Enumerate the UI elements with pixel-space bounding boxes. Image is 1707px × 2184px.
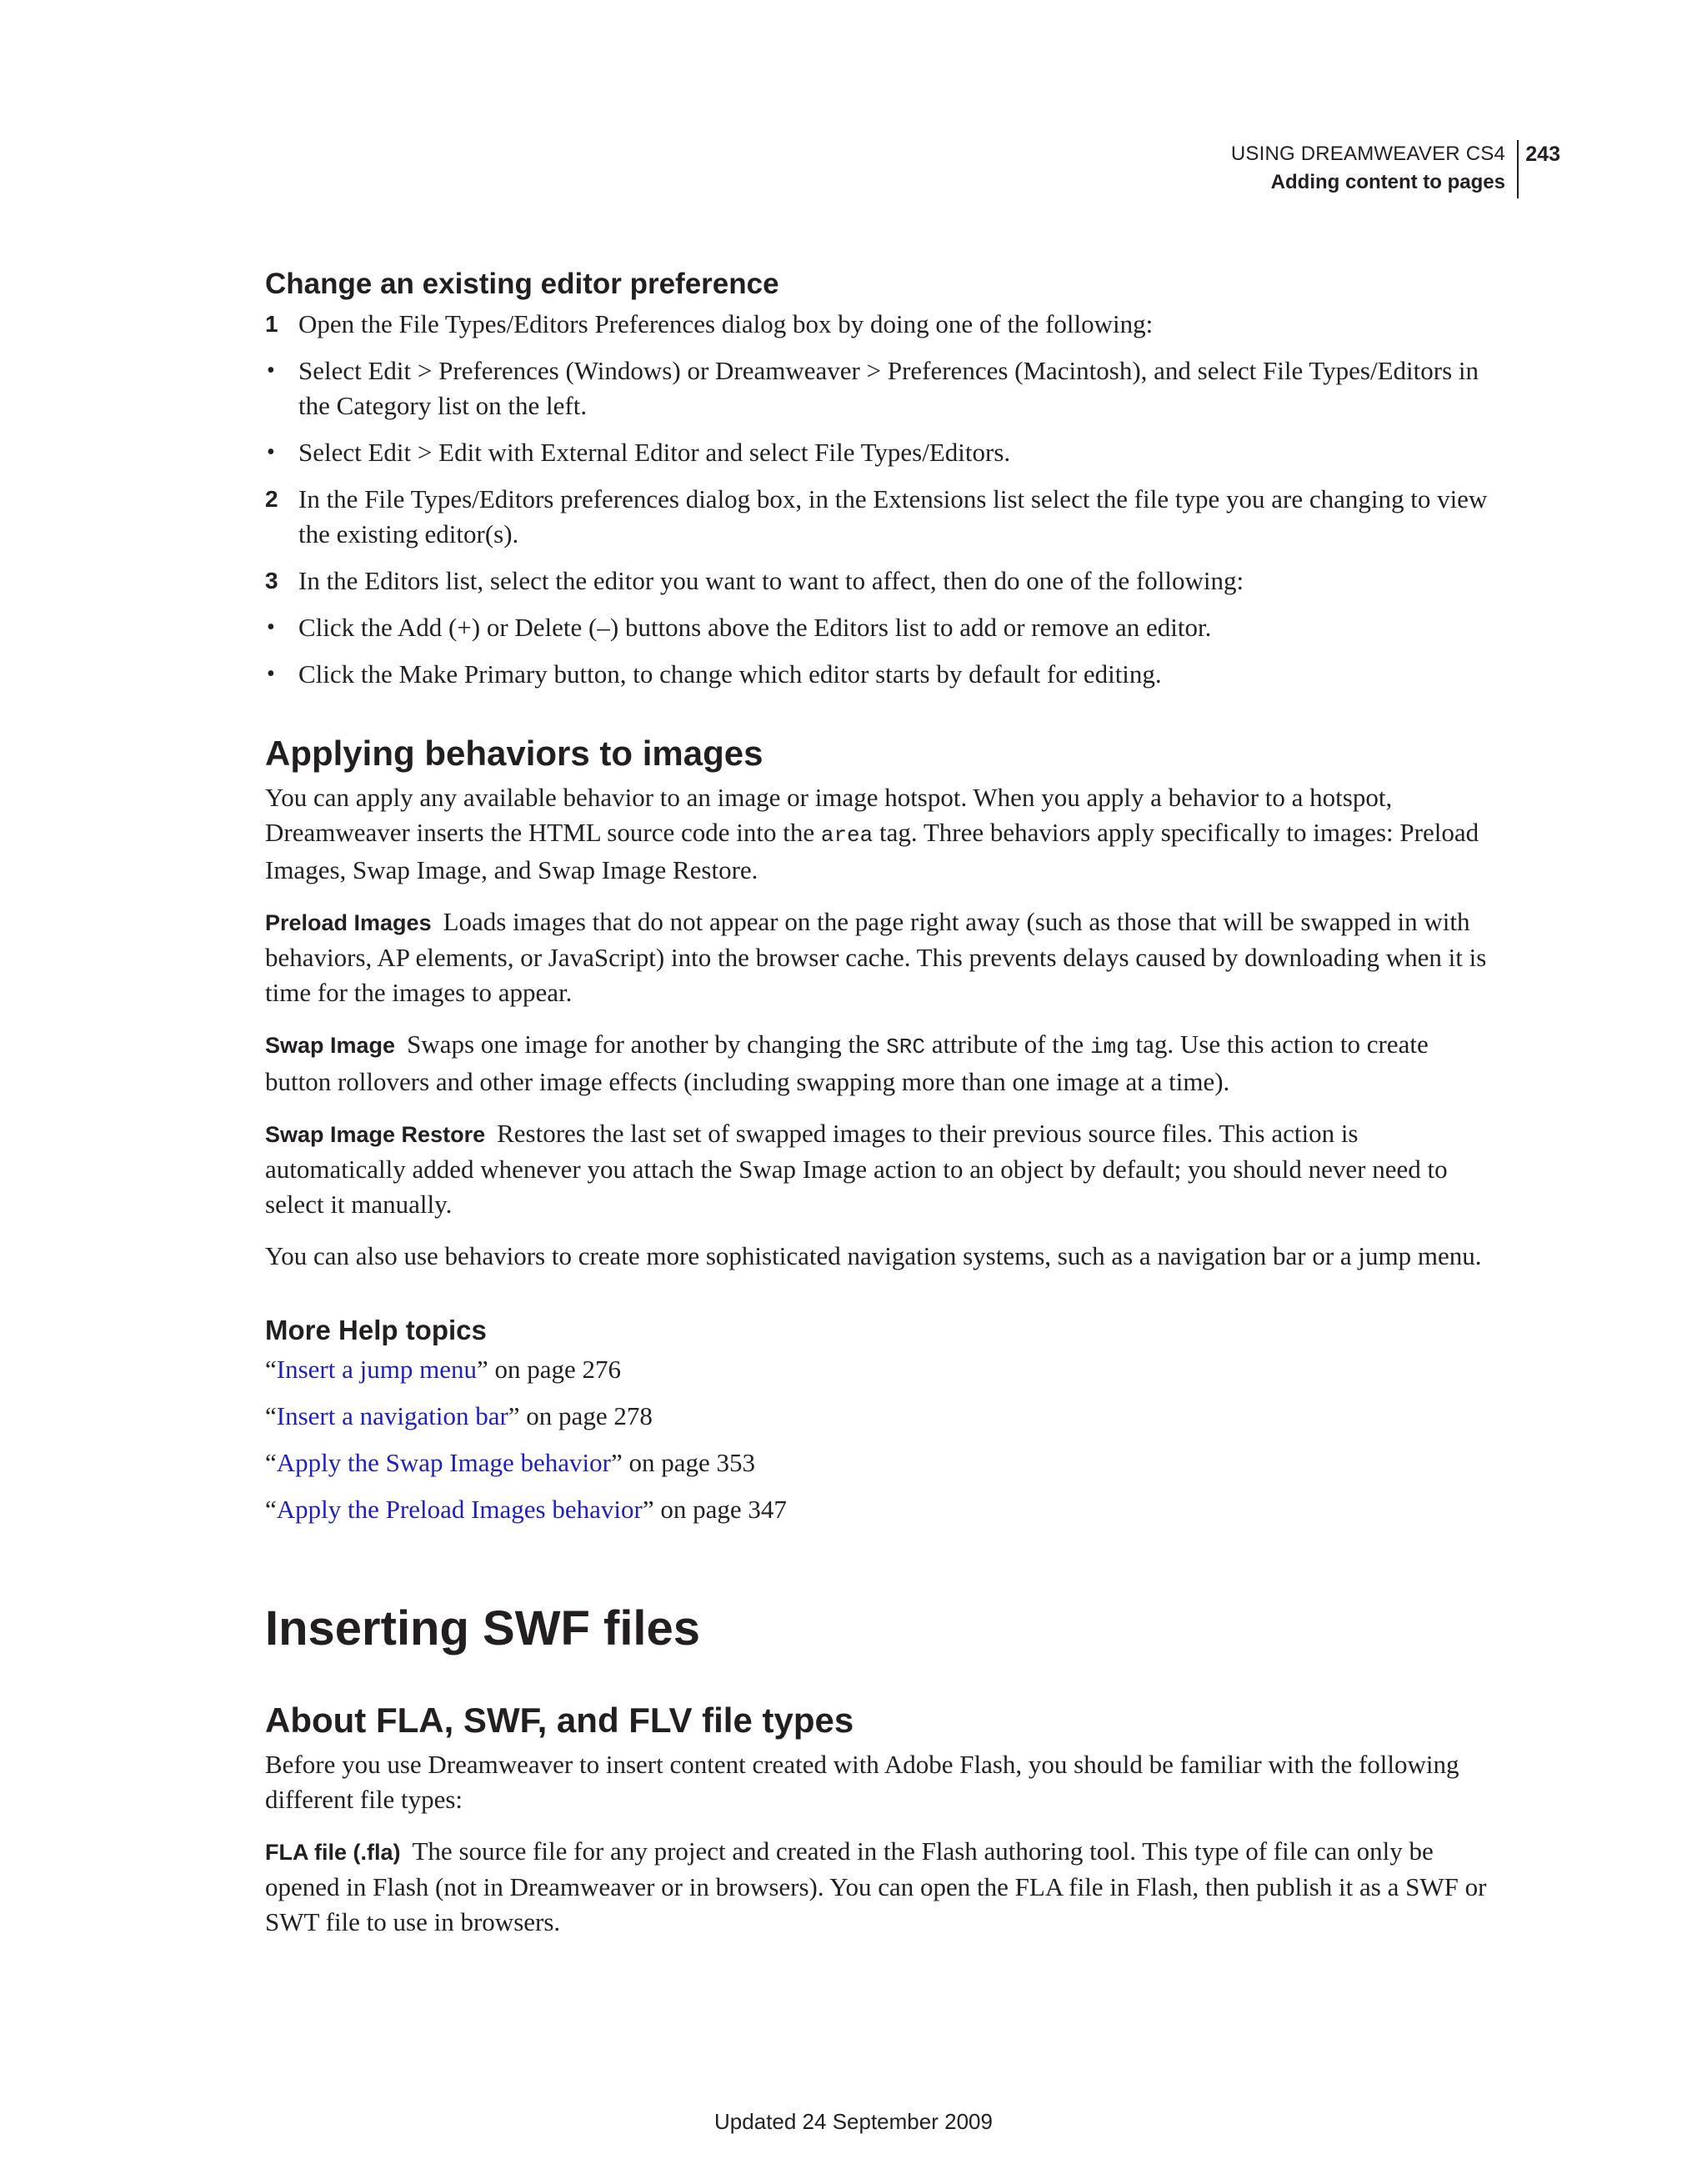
term-definition-b: attribute of the: [924, 1029, 1090, 1059]
page-reference: ” on page 278: [508, 1401, 653, 1430]
bullet-text: Select Edit > Preferences (Windows) or Dreamweaver > Preferences (Macintosh), and select File Types/Editors in the Category list on the left.: [298, 356, 1479, 420]
help-topic-item: [265, 1492, 1499, 1527]
link-apply-swap-image[interactable]: Apply the Swap Image behavior: [276, 1448, 611, 1477]
step-number: 3: [265, 568, 278, 594]
run-in-term: FLA file (.fla): [265, 1840, 401, 1865]
bullet-text: Click the Make Primary button, to change which editor starts by default for editing.: [298, 659, 1162, 689]
running-header-text: [1231, 140, 1519, 198]
step-number: 1: [265, 311, 278, 337]
page-reference: ” on page 353: [610, 1448, 755, 1477]
term-swap-image: [265, 1027, 1499, 1100]
step-text: Open the File Types/Editors Preferences dialog box by doing one of the following:: [298, 309, 1154, 338]
section-heading-file-types: About FLA, SWF, and FLV file types: [265, 1701, 854, 1740]
bullet-item: [265, 610, 1499, 645]
running-header: [935, 140, 1560, 203]
bullet-text: Select Edit > Edit with External Editor and select File Types/Editors.: [298, 438, 1011, 467]
help-topic-item: [265, 1352, 1499, 1387]
page-number: 243: [1525, 143, 1560, 166]
step-3: [265, 564, 1499, 599]
bullet-glyph: •: [267, 614, 275, 640]
page-reference: ” on page 347: [642, 1495, 787, 1524]
chapter-title: Adding content to pages: [1270, 171, 1505, 193]
term-definition-c: tag. Use this action to create button rollovers and other image effects (including swapping more than one image at a time).: [265, 1029, 1429, 1096]
file-types-intro: Before you use Dreamweaver to insert content created with Adobe Flash, you should be familiar with the following different file types:: [265, 1750, 1459, 1814]
help-topics-heading: More Help topics: [265, 1315, 487, 1345]
chapter-heading-swf: Inserting SWF files: [265, 1601, 701, 1656]
section-heading-behaviors: Applying behaviors to images: [265, 734, 763, 773]
term-definition: The source file for any project and created in the Flash authoring tool. This type of file can only be opened in Flash (not in Dreamweaver or in browsers). You can open the FLA file in Flash, then publish it as a SWF or SWT file to use in browsers.: [265, 1836, 1487, 1936]
step-text: In the Editors list, select the editor you want to want to affect, then do one of the following:: [298, 566, 1244, 595]
code-area: area: [820, 823, 874, 848]
link-insert-navigation-bar[interactable]: Insert a navigation bar: [276, 1401, 508, 1430]
run-in-term: Preload Images: [265, 910, 432, 935]
quote-open: “: [265, 1448, 277, 1477]
run-in-term: Swap Image: [265, 1033, 396, 1058]
step-2: [265, 482, 1499, 552]
procedure-heading: Change an existing editor preference: [265, 268, 779, 300]
bullet-glyph: •: [267, 439, 275, 465]
intro-text-b: tag. Three behaviors apply specifically to images: Preload Images, Swap Image, and Swap Image Restore.: [265, 818, 1479, 884]
step-number: 2: [265, 486, 278, 512]
step-text: In the File Types/Editors preferences dialog box, in the Extensions list select the file type you are changing to view the existing editor(s).: [298, 484, 1488, 549]
term-definition: Loads images that do not appear on the page right away (such as those that will be swapped in with behaviors, AP elements, or JavaScript) into the browser cache. This prevents delays caused by downloading when it is time for the images to appear.: [265, 907, 1487, 1007]
help-topic-item: [265, 1445, 1499, 1480]
page-footer: Updated 24 September 2009: [714, 2109, 993, 2134]
quote-open: “: [265, 1355, 277, 1384]
page-reference: ” on page 276: [476, 1355, 621, 1384]
term-definition-a: Swaps one image for another by changing the: [407, 1029, 887, 1059]
quote-open: “: [265, 1401, 277, 1430]
behaviors-closing: You can also use behaviors to create more sophisticated navigation systems, such as a navigation bar or a jump menu.: [265, 1241, 1482, 1270]
link-insert-jump-menu[interactable]: Insert a jump menu: [276, 1355, 477, 1384]
term-swap-image-restore: [265, 1116, 1499, 1222]
code-src: SRC: [886, 1034, 925, 1059]
page-content: [265, 265, 1499, 1940]
quote-open: “: [265, 1495, 277, 1524]
step-1: [265, 307, 1499, 342]
intro-text-a: You can apply any available behavior to an image or image hotspot. When you apply a behavior to a hotspot, Dreamweaver inserts the HTML source code into the: [265, 783, 1393, 847]
bullet-item: [265, 435, 1499, 470]
term-definition: Restores the last set of swapped images to their previous source files. This action is automatically added whenever you attach the Swap Image action to an object by default; you should never need to select it manually.: [265, 1119, 1448, 1219]
behaviors-intro: [265, 780, 1499, 888]
term-fla-file: [265, 1834, 1499, 1940]
bullet-item: [265, 657, 1499, 692]
link-apply-preload-images[interactable]: Apply the Preload Images behavior: [276, 1495, 643, 1524]
help-topic-item: [265, 1399, 1499, 1434]
code-img: img: [1089, 1034, 1129, 1059]
bullet-item: [265, 353, 1499, 423]
bullet-glyph: •: [267, 661, 275, 687]
bullet-glyph: •: [267, 358, 275, 383]
book-title: USING DREAMWEAVER CS4: [1230, 143, 1505, 165]
bullet-text: Click the Add (+) or Delete (–) buttons above the Editors list to add or remove an editor.: [298, 613, 1212, 642]
run-in-term: Swap Image Restore: [265, 1122, 486, 1147]
term-preload-images: [265, 904, 1499, 1010]
